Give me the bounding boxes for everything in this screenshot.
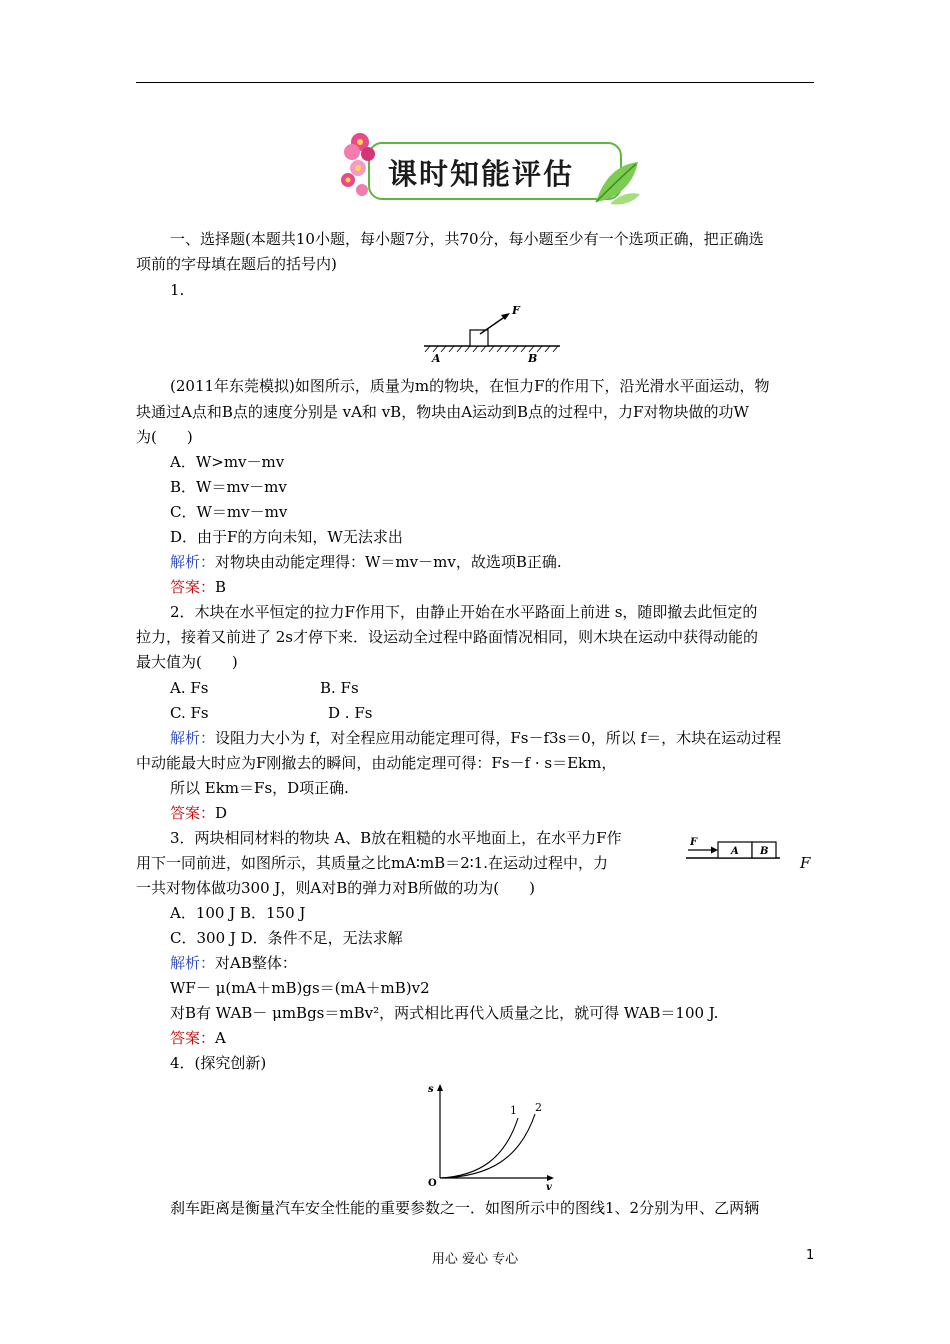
q4-curve-2: [440, 1114, 535, 1178]
q2-option-b: B. Fs: [320, 679, 359, 697]
q1-answer: [170, 578, 850, 596]
q1-fig-a-label: A: [432, 352, 441, 365]
q4-stem: 刹车距离是衡量汽车安全性能的重要参数之一．如图所示中的图线1、2分别为甲、乙两辆: [170, 1199, 760, 1217]
q3-fig-a-label: A: [731, 846, 739, 857]
q3-answer-value: A: [215, 1029, 226, 1047]
q2-stem-2: 拉力，接着又前进了 2s才停下来．设运动全过程中路面情况相同，则木块在运动中获得动能的: [136, 628, 759, 646]
q3-analysis-2: WF－ μ(mA＋mB)gs＝(mA＋mB)v2: [170, 979, 430, 997]
q3-analysis-3: 对B有 WAB－ μmBgs＝mBv²，两式相比再代入质量之比，就可得 WAB＝100 J.: [170, 1004, 719, 1022]
q4-curve-1: [440, 1118, 518, 1178]
q3-stem-1: 3．两块相同材料的物块 A、B放在粗糙的水平地面上，在水平力F作: [170, 829, 622, 847]
q2-analysis-3: 所以 Ekm＝Fs，D项正确.: [170, 779, 349, 797]
q2-answer-value: D: [215, 804, 228, 822]
header-rule: [136, 82, 814, 83]
q1-stem-2: 块通过A点和B点的速度分别是 vA和 vB，物块由A运动到B点的过程中，力F对物块做的功W: [136, 403, 749, 421]
q4-x-label: v: [546, 1182, 552, 1190]
q3-answer: [170, 1029, 850, 1047]
q2-stem-1: 2．木块在水平恒定的拉力F作用下，由静止开始在水平路面上前进 s，随即撤去此恒定的: [170, 603, 758, 621]
q3-stem-2: 用下一同前进，如图所示，其质量之比mA∶mB＝2∶1.在运动过程中，力: [136, 854, 608, 872]
q2-option-d: D . Fs: [328, 704, 373, 722]
q1-answer-label: 答案：: [170, 578, 216, 596]
section-banner: [338, 128, 640, 208]
q1-analysis: [170, 553, 850, 571]
q1-number: 1.: [170, 281, 185, 299]
q4-curve-2-label: 2: [535, 1101, 542, 1114]
q2-analysis-text-1: 设阻力大小为 f，对全程应用动能定理可得，Fs－f3s＝0，所以 f＝，木块在运动过程: [215, 729, 782, 747]
q1-stem-1: (2011年东莞模拟)如图所示，质量为m的物块，在恒力F的作用下，沿光滑水平面运动，物: [170, 377, 770, 395]
q3-analysis-label: 解析：: [170, 954, 216, 972]
flower-decoration-icon: [338, 128, 400, 208]
q1-fig-force-label: F: [512, 304, 520, 317]
q2-analysis-2: 中动能最大时应为F刚撤去的瞬间，由动能定理可得：Fs－f · s＝Ekm，: [136, 754, 617, 772]
q4-number: 4．(探究创新): [170, 1054, 267, 1072]
q4-curve-1-label: 1: [510, 1104, 517, 1117]
q3-analysis-1: [170, 954, 850, 972]
q3-option-ab: A．100 J B．150 J: [170, 904, 306, 922]
q3-fig-b-label: B: [760, 846, 769, 857]
q1-option-a: A．W>mv－mv: [170, 453, 285, 471]
footer-text: 用心 爱心 专心: [431, 1252, 519, 1267]
intro-line-2: 项前的字母填在题后的括号内): [136, 255, 337, 273]
q4-y-label: s: [428, 1084, 434, 1095]
q1-option-d: D．由于F的方向未知，W无法求出: [170, 528, 403, 546]
q2-option-a: A. Fs: [170, 679, 209, 697]
q3-option-cd: C．300 J D．条件不足，无法求解: [170, 929, 403, 947]
q2-answer-label: 答案：: [170, 804, 216, 822]
intro-line-1: 一、选择题(本题共10小题，每小题7分，共70分，每小题至少有一个选项正确，把正确选: [170, 230, 764, 248]
q2-analysis-1: [170, 729, 850, 747]
q1-answer-value: B: [215, 578, 227, 596]
q2-answer: [170, 804, 850, 822]
q3-figure: [684, 830, 782, 862]
q4-figure: [420, 1078, 560, 1190]
q3-fig-force-label: F: [690, 837, 698, 848]
q1-analysis-text: 对物块由动能定理得：W＝mv－mv，故选项B正确.: [215, 553, 562, 571]
q1-option-b: B．W＝mv－mv: [170, 478, 287, 496]
q1-stem-3: 为( ): [136, 428, 193, 446]
q1-option-c: C．W＝mv－mv: [170, 503, 288, 521]
leaf-decoration-icon: [590, 146, 642, 208]
q2-analysis-label: 解析：: [170, 729, 216, 747]
q4-origin-label: O: [428, 1178, 437, 1189]
q3-side-f: F: [800, 854, 811, 872]
page-number: 1: [806, 1248, 815, 1263]
q1-analysis-label: 解析：: [170, 553, 216, 571]
q3-answer-label: 答案：: [170, 1029, 216, 1047]
q3-analysis-text-1: 对AB整体：: [215, 954, 297, 972]
q1-fig-b-label: B: [528, 352, 538, 365]
q3-stem-3: 一共对物体做功300 J，则A对B的弹力对B所做的功为( ): [136, 879, 535, 897]
q2-option-c: C. Fs: [170, 704, 209, 722]
q1-block: [470, 330, 488, 346]
q1-figure: [420, 302, 565, 366]
q2-stem-3: 最大值为( ): [136, 653, 238, 671]
banner-title: 课时知能评估: [388, 157, 575, 191]
